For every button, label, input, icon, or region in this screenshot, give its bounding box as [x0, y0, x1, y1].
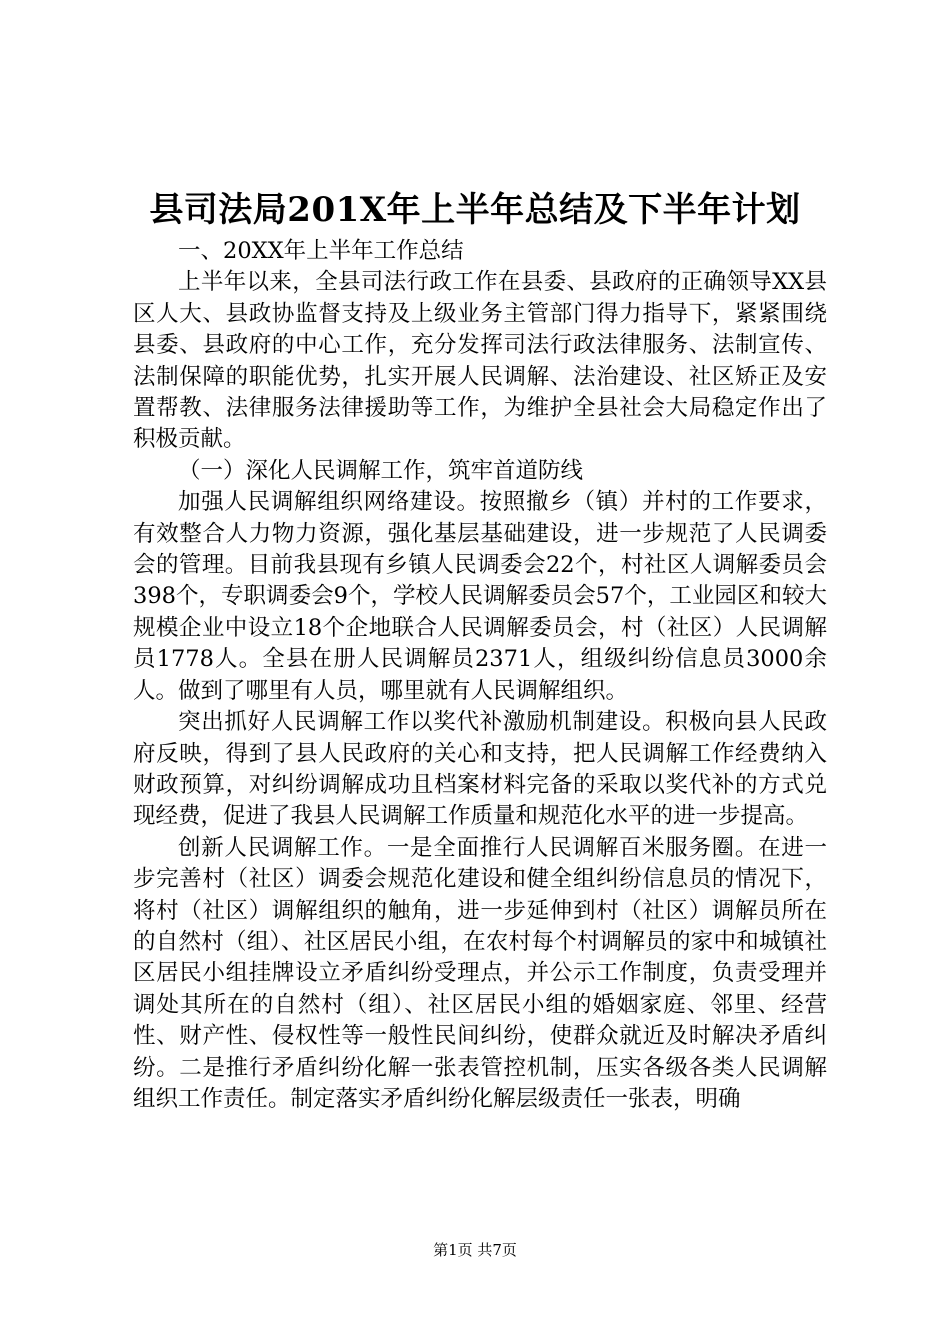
paragraph: 上半年以来，全县司法行政工作在县委、县政府的正确领导XX县区人大、县政协监督支持及上级业务主管部门得力指导下，紧紧围绕县委、县政府的中心工作，充分发挥司法行政法律服务、法制宣传、法制保障的职能优势，扎实开展人民调解、法治建设、社区矫正及安置帮教、法律服务法律援助等工作，为维护全县社会大局稳定作出了积极贡献。 [133, 269, 827, 453]
page-footer: 第1页 共7页 [433, 1241, 517, 1259]
document-body [133, 236, 827, 1115]
section-heading: 一、20XX年上半年工作总结 [178, 238, 464, 264]
paragraph: 创新人民调解工作。一是全面推行人民调解百米服务圈。在进一步完善村（社区）调委会规范化建设和健全组纠纷信息员的情况下，将村（社区）调解组织的触角，进一步延伸到村（社区）调解员所在的自然村（组）、社区居民小组，在农村每个村调解员的家中和城镇社区居民小组挂牌设立矛盾纠纷受理点，并公示工作制度，负责受理并调处其所在的自然村（组）、社区居民小组的婚姻家庭、邻里、经营性、财产性、侵权性等一般性民间纠纷，使群众就近及时解决矛盾纠纷。二是推行矛盾纠纷化解一张表管控机制，压实各级各类人民调解组织工作责任。制定落实矛盾纠纷化解层级责任一张表，明确 [133, 834, 827, 1112]
subsection-heading: （一）深化人民调解工作，筑牢首道防线 [178, 457, 584, 484]
document-title: 县司法局201X年上半年总结及下半年计划 [149, 190, 801, 230]
paragraph: 突出抓好人民调解工作以奖代补激励机制建设。积极向县人民政府反映，得到了县人民政府的关心和支持，把人民调解工作经费纳入财政预算，对纠纷调解成功且档案材料完备的采取以奖代补的方式兑现经费，促进了我县人民调解工作质量和规范化水平的进一步提高。 [133, 709, 827, 830]
paragraph: 加强人民调解组织网络建设。按照撤乡（镇）并村的工作要求，有效整合人力物力资源，强化基层基础建设，进一步规范了人民调委会的管理。目前我县现有乡镇人民调委会22个，村社区人调解委员会398个，专职调委会9个，学校人民调解委员会57个，工业园区和较大规模企业中设立18个企地联合人民调解委员会，村（社区）人民调解员1778人。全县在册人民调解员2371人，组级纠纷信息员3000余人。做到了哪里有人员，哪里就有人民调解组织。 [133, 489, 827, 704]
